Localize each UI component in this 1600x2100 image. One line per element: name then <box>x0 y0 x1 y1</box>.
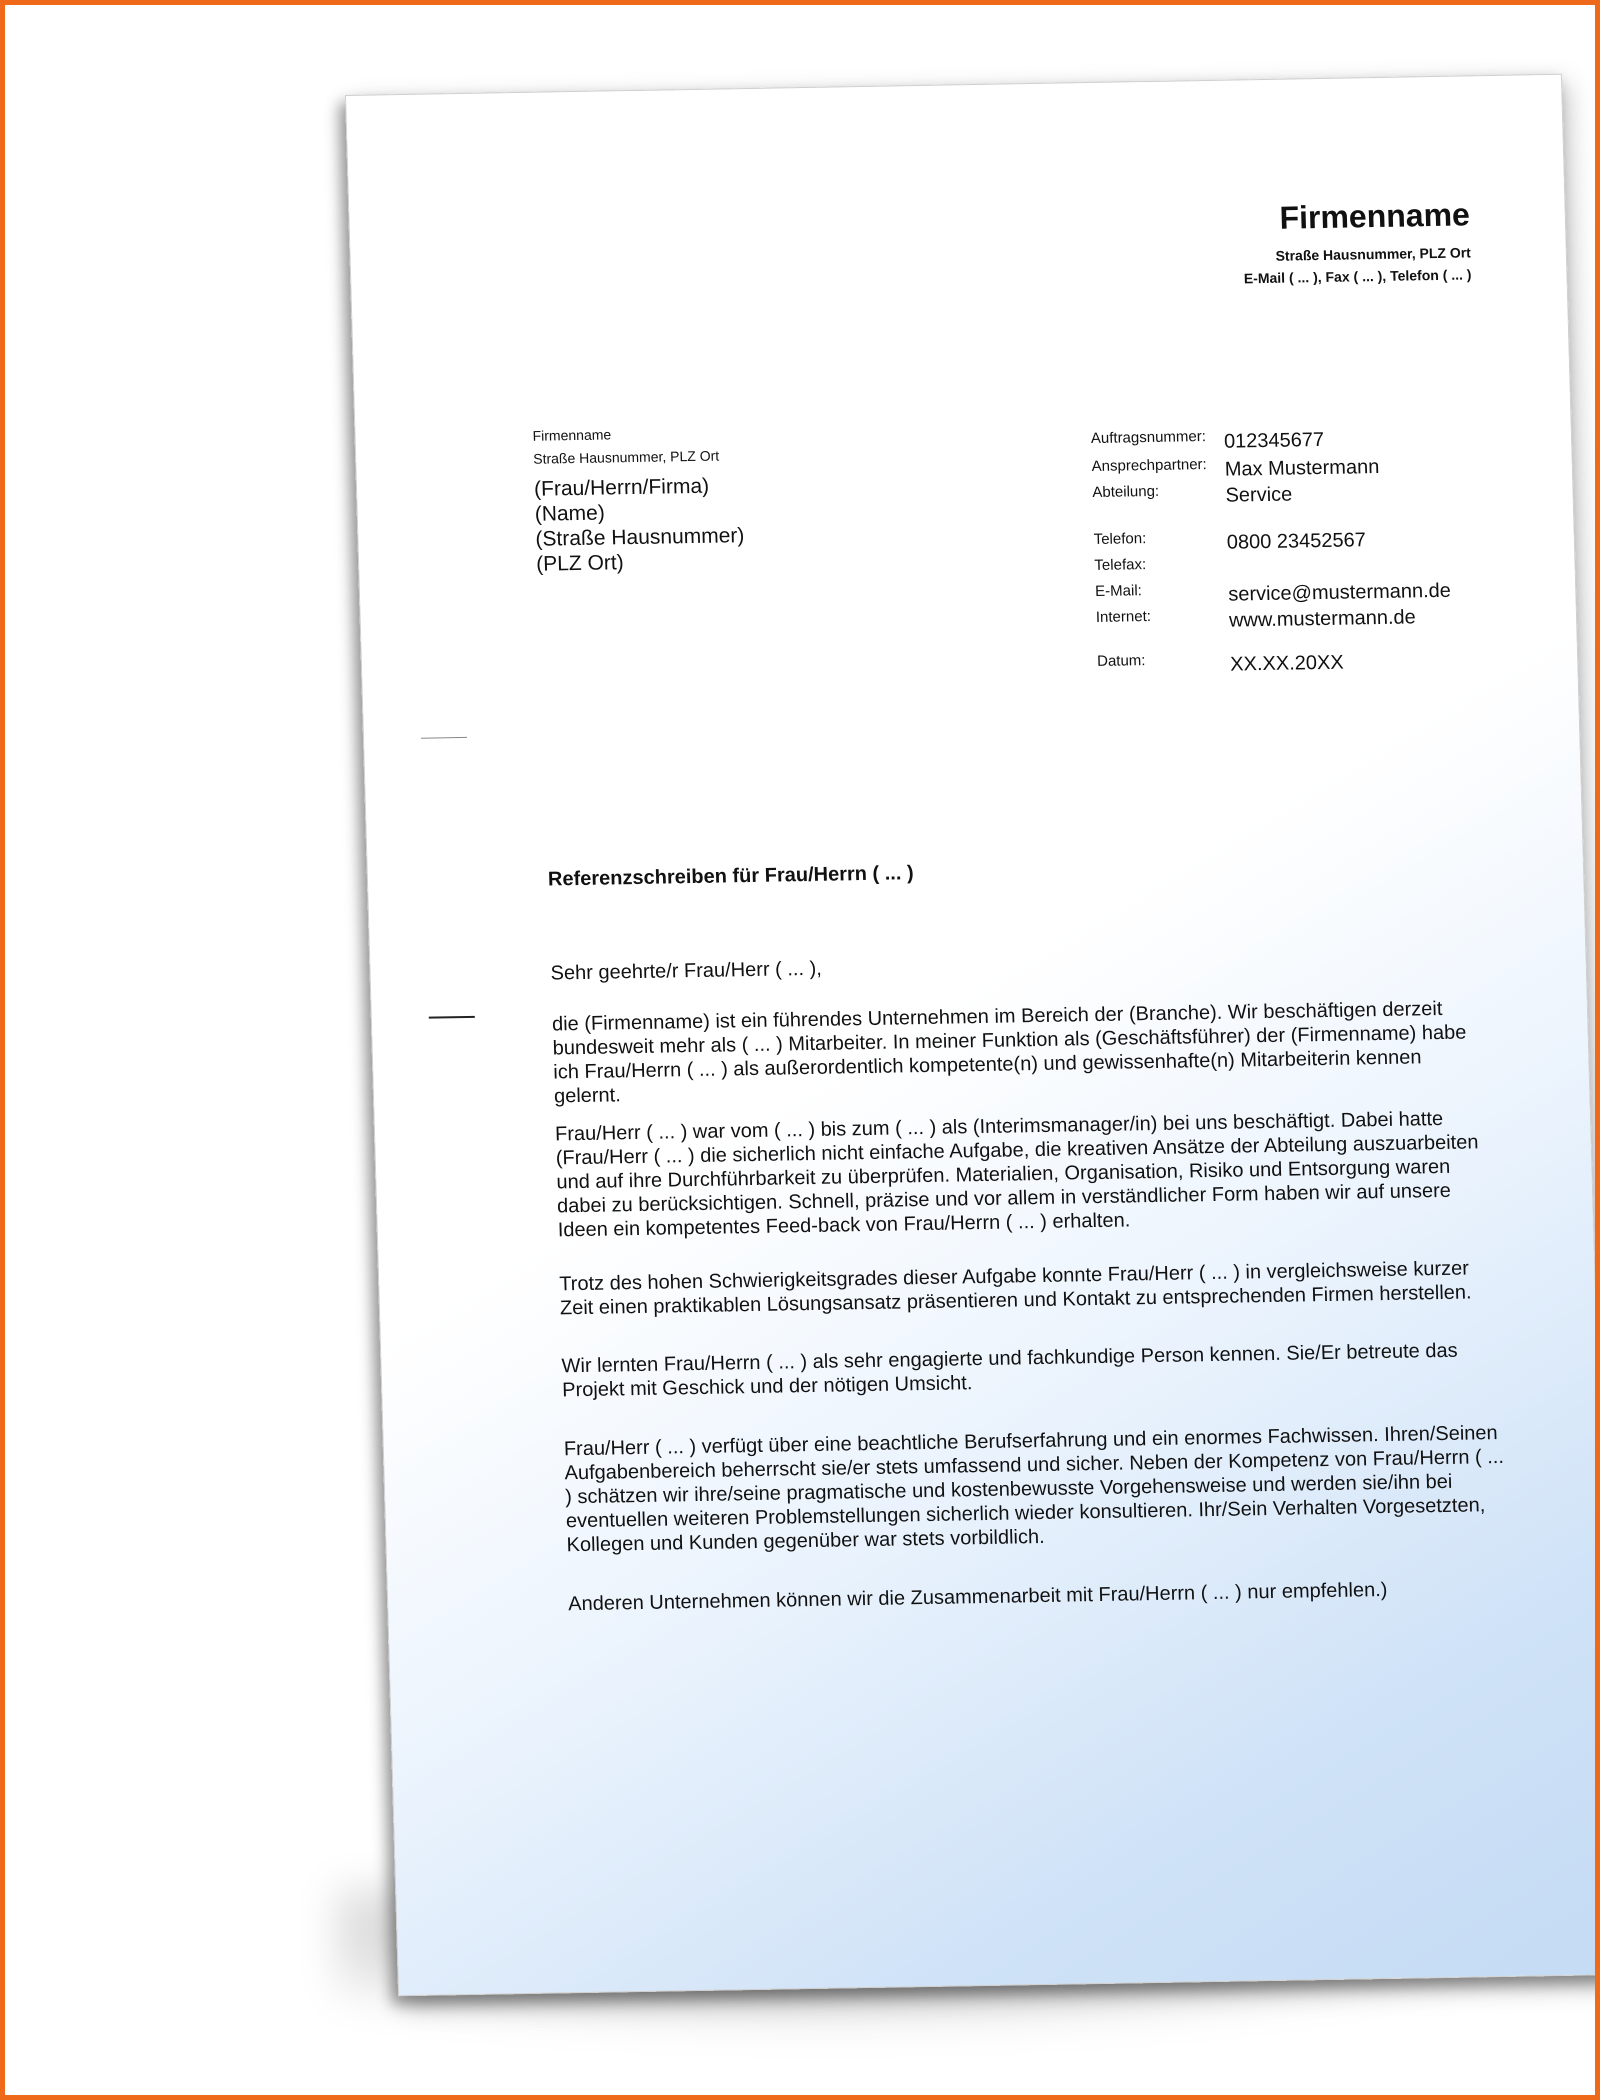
info-label-telefon: Telefon: <box>1093 530 1147 548</box>
info-value-abteilung: Service <box>1225 483 1293 507</box>
letterhead-company-name: Firmenname <box>1279 196 1471 236</box>
info-label-ansprechpartner: Ansprechpartner: <box>1091 455 1207 476</box>
recipient-line-4: (PLZ Ort) <box>535 551 624 576</box>
info-label-internet: Internet: <box>1095 607 1152 626</box>
recipient-line-3: (Straße Hausnummer) <box>535 524 745 551</box>
fold-mark-top <box>421 737 467 739</box>
sender-company-name: Firmenname <box>532 426 612 444</box>
info-value-email: service@mustermann.de <box>1227 579 1452 606</box>
info-label-auftragsnummer: Auftragsnummer: <box>1090 428 1207 448</box>
letter-page <box>345 74 1600 1996</box>
recipient-line-2: (Name) <box>534 501 606 526</box>
info-value-telefon: 0800 23452567 <box>1226 529 1367 554</box>
info-label-abteilung: Abteilung: <box>1092 482 1160 501</box>
fold-mark-middle <box>429 1016 475 1019</box>
letter-paragraph-3: Trotz des hohen Schwierigkeitsgrades dieser Aufgabe konnte Frau/Herr ( ... ) in vergleichsweise kurzer Zeit einen praktikablen Lösungsansatz präsentieren und Kontakt zu entsprechenden Firmen herstellen. <box>558 1257 1472 1320</box>
info-label-telefax: Telefax: <box>1094 556 1147 574</box>
info-value-internet: www.mustermann.de <box>1228 606 1417 632</box>
letter-paragraph-4: Wir lernten Frau/Herrn ( ... ) als sehr engagierte und fachkundige Person kennen. Sie/Er betreute das Projekt mit Geschick und der nötigen Umsicht. <box>561 1339 1458 1402</box>
info-label-datum: Datum: <box>1096 652 1146 670</box>
letter-paragraph-1: die (Firmenname) ist ein führendes Unternehmen im Bereich der (Branche). Wir beschäftigen derzeit bundesweit mehr als ( ... ) Mitarbeiter. In meiner Funktion als (Geschäftsführer) der (Firmenname) habe ich Frau/Herrn ( ... ) als außerordentlich kompetente(n) und gewissenhafte(n) Mitarbeiterin kennen gelernt. <box>551 997 1467 1108</box>
info-value-auftragsnummer: 012345677 <box>1223 428 1325 453</box>
info-value-ansprechpartner: Max Mustermann <box>1224 455 1380 481</box>
letter-paragraph-5: Frau/Herr ( ... ) verfügt über eine beachtliche Berufserfahrung und ein enormes Fachwissen. Ihren/Seinen Aufgabenbereich beherrscht sie/er stets umfassend und sicher. Neben der Kompetenz von Frau/Herrn ( ... ) schätzen wir ihre/seine pragmatische und kostenbewusste Vorgehensweise und werden sie/ihn bei eventuellen weiteren Problemstellungen sicherlich wieder konsultieren. Ihr/Sein Verhalten Vorgesetzten, Kollegen und Kunden gegenüber war stets vorbildlich. <box>563 1422 1505 1557</box>
letter-salutation: Sehr geehrte/r Frau/Herr ( ... ), <box>550 957 823 985</box>
letterhead-contact: E-Mail ( ... ), Fax ( ... ), Telefon ( ... ) <box>1243 266 1472 287</box>
sender-address: Straße Hausnummer, PLZ Ort <box>533 447 720 467</box>
recipient-line-1: (Frau/Herrn/Firma) <box>533 474 710 501</box>
letter-paragraph-6: Anderen Unternehmen können wir die Zusammenarbeit mit Frau/Herrn ( ... ) nur empfehlen.) <box>567 1578 1388 1616</box>
info-value-datum: XX.XX.20XX <box>1229 651 1344 676</box>
letterhead-address: Straße Hausnummer, PLZ Ort <box>1275 244 1472 264</box>
info-label-email: E-Mail: <box>1094 582 1143 600</box>
letter-subject: Referenzschreiben für Frau/Herrn ( ... ) <box>547 862 914 891</box>
letter-paragraph-2: Frau/Herr ( ... ) war vom ( ... ) bis zum ( ... ) als (Interimsmanager/in) bei uns beschäftigt. Dabei hatte (Frau/Herr ( ... ) die sicherlich nicht einfache Aufgabe, die kreativen Ansätze der Abteilung auszuarbeiten und auf ihre Durchführbarkeit zu überprüfen. Materialien, Organisation, Risiko und Entsorgung waren dabei zu berücksichtigen. Schnell, präzise und vor allem in verständlicher Form haben wir auf unsere Ideen ein kompetentes Feed-back von Frau/Herrn ( ... ) erhalten. <box>554 1107 1479 1242</box>
